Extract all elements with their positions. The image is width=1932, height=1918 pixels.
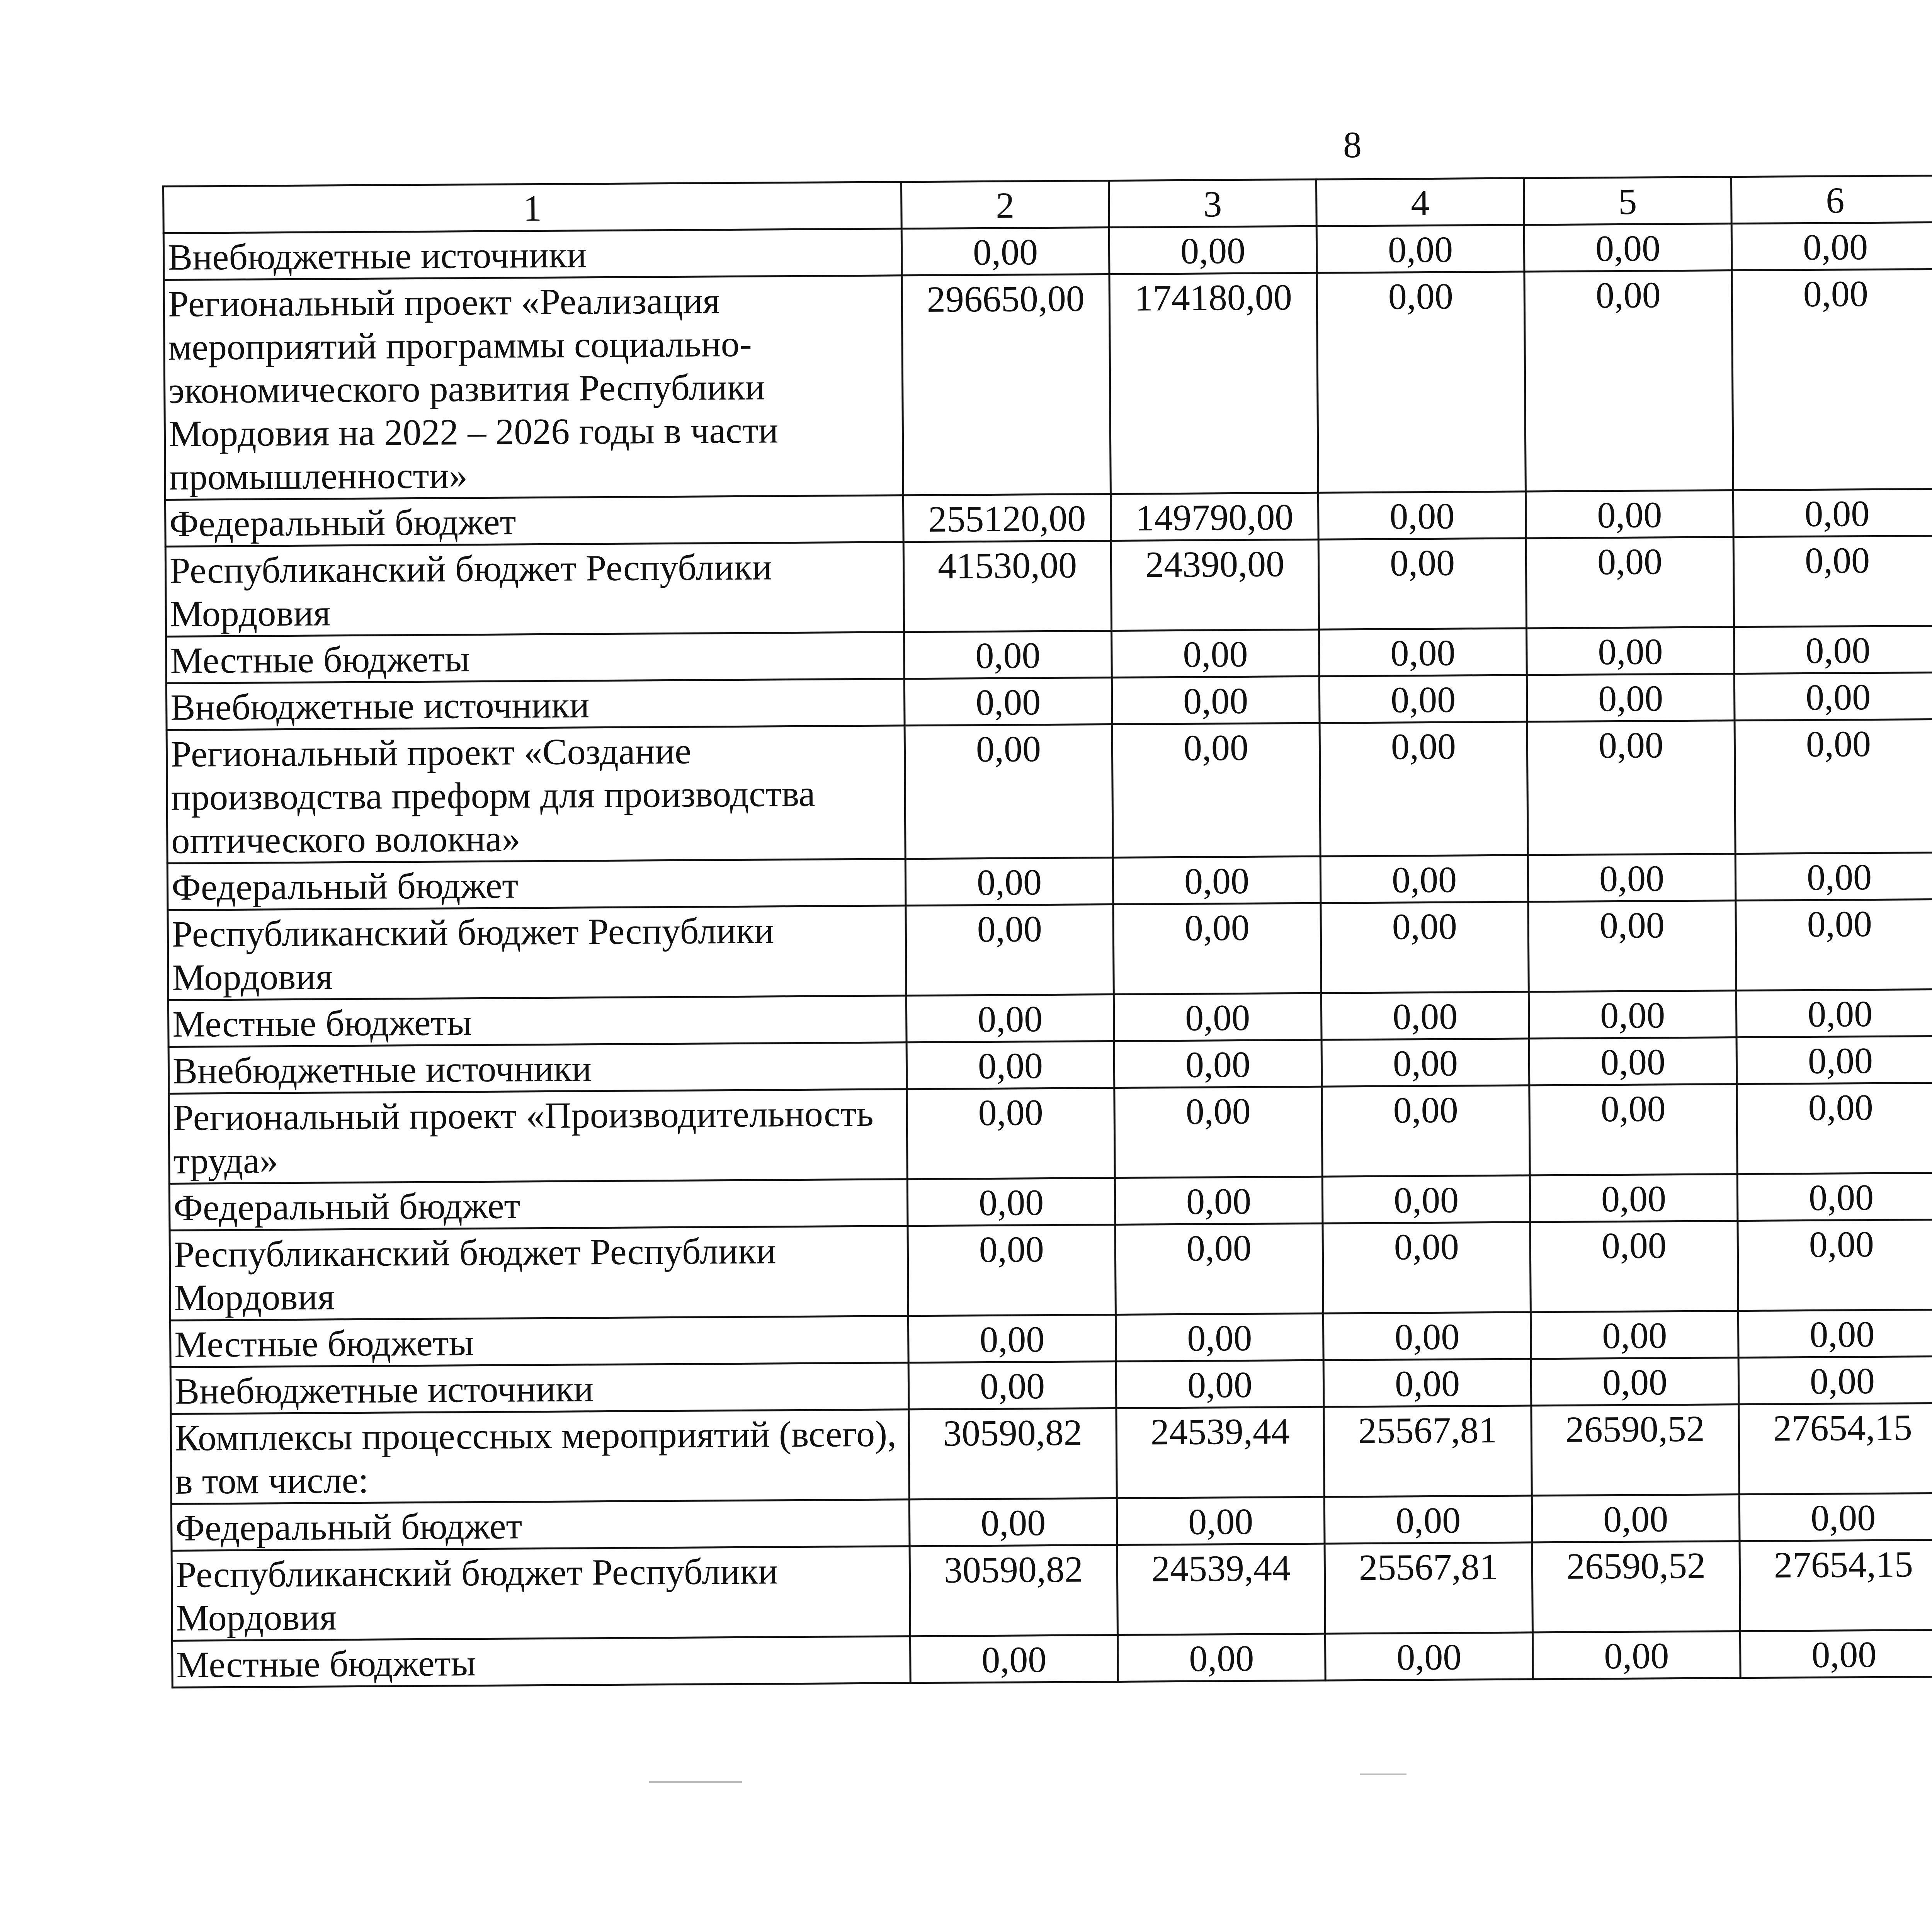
- value-cell: 0,00: [1736, 1036, 1932, 1084]
- row-label: Региональный проект «Реализация мероприятий программы социально-экономического развития Республики Мордовия на 2022 – 2026 годы в части промышленности»: [164, 275, 903, 500]
- value-cell: 0,00: [1322, 1175, 1530, 1223]
- value-cell: 0,00: [1737, 1173, 1932, 1221]
- row-label: Федеральный бюджет: [171, 1500, 910, 1551]
- value-cell: 0,00: [1323, 1359, 1531, 1407]
- row-label: Республиканский бюджет Республики Мордовия: [170, 1226, 908, 1321]
- column-header: 1: [163, 182, 902, 233]
- budget-table: [162, 171, 1932, 1688]
- value-cell: 0,00: [1734, 626, 1932, 673]
- value-cell: 0,00: [1528, 854, 1736, 902]
- value-cell: 25567,81: [1325, 1542, 1532, 1634]
- value-cell: 0,00: [1319, 628, 1527, 676]
- value-cell: 0,00: [1739, 1493, 1932, 1541]
- value-cell: 0,00: [1527, 627, 1735, 675]
- row-label: Федеральный бюджет: [167, 859, 906, 910]
- value-cell: 0,00: [907, 1178, 1115, 1226]
- row-label: Региональный проект «Производительность труда»: [169, 1089, 907, 1184]
- value-cell: 0,00: [1325, 1632, 1533, 1680]
- row-label: Местные бюджеты: [166, 632, 905, 684]
- table-row: [164, 265, 1932, 500]
- value-cell: 0,00: [1524, 224, 1732, 272]
- value-cell: 0,00: [1733, 489, 1932, 537]
- value-cell: 0,00: [1531, 1311, 1738, 1359]
- value-cell: 0,00: [1112, 723, 1320, 857]
- value-cell: 0,00: [1530, 1174, 1738, 1222]
- value-cell: 0,00: [1736, 899, 1932, 990]
- value-cell: 0,00: [1320, 855, 1528, 903]
- value-cell: 0,00: [1320, 722, 1528, 856]
- column-header: 4: [1316, 178, 1524, 226]
- table-row: [171, 1399, 1932, 1504]
- value-cell: 0,00: [906, 905, 1114, 996]
- value-cell: 0,00: [1116, 1313, 1323, 1361]
- row-label: Республиканский бюджет Республики Мордовия: [165, 542, 904, 637]
- value-cell: 41530,00: [903, 541, 1111, 632]
- value-cell: 0,00: [1527, 721, 1735, 855]
- value-cell: 0,00: [908, 1361, 1116, 1409]
- value-cell: 296650,00: [902, 274, 1111, 495]
- value-cell: 0,00: [1738, 1219, 1932, 1311]
- value-cell: 24539,44: [1117, 1544, 1325, 1635]
- value-cell: 149790,00: [1111, 493, 1318, 541]
- value-cell: 0,00: [908, 1314, 1116, 1362]
- value-cell: 0,00: [909, 1498, 1117, 1546]
- value-cell: 0,00: [1531, 1358, 1739, 1406]
- row-label: Республиканский бюджет Республики Мордовия: [168, 906, 906, 1000]
- value-cell: 25567,81: [1324, 1406, 1532, 1497]
- value-cell: 0,00: [1115, 1223, 1323, 1314]
- value-cell: 0,00: [1318, 491, 1526, 539]
- value-cell: 174180,00: [1109, 273, 1318, 494]
- value-cell: 0,00: [1322, 1085, 1530, 1177]
- value-cell: 0,00: [1114, 1040, 1322, 1088]
- value-cell: 24539,44: [1116, 1407, 1324, 1498]
- value-cell: 0,00: [1321, 1039, 1529, 1087]
- row-label: Комплексы процессных мероприятий (всего), в том числе:: [171, 1410, 909, 1504]
- value-cell: 27654,15: [1739, 1403, 1932, 1494]
- table-row: [167, 716, 1932, 864]
- value-cell: 0,00: [1323, 1312, 1531, 1360]
- value-cell: 0,00: [1731, 222, 1932, 270]
- value-cell: 0,00: [1736, 989, 1932, 1037]
- row-label: Внебюджетные источники: [170, 1363, 909, 1414]
- row-label: Региональный проект «Создание производства преформ для производства оптического волокна»: [167, 726, 905, 864]
- value-cell: 0,00: [1317, 272, 1526, 493]
- value-cell: 0,00: [1113, 856, 1321, 904]
- value-cell: 0,00: [1524, 270, 1733, 491]
- value-cell: 0,00: [1109, 226, 1317, 274]
- value-cell: 0,00: [906, 1041, 1114, 1089]
- row-label: Федеральный бюджет: [165, 495, 903, 547]
- value-cell: 0,00: [1321, 902, 1529, 993]
- value-cell: 0,00: [906, 994, 1114, 1042]
- value-cell: 0,00: [1112, 629, 1320, 677]
- page-number: 8: [1343, 124, 1362, 165]
- row-label: Внебюджетные источники: [163, 229, 902, 280]
- value-cell: 0,00: [1735, 719, 1932, 854]
- value-cell: 0,00: [1316, 225, 1524, 273]
- value-cell: 0,00: [1528, 901, 1736, 992]
- value-cell: 0,00: [1117, 1634, 1325, 1682]
- value-cell: 0,00: [1117, 1497, 1325, 1545]
- value-cell: 0,00: [907, 1088, 1115, 1179]
- value-cell: 30590,82: [909, 1408, 1117, 1499]
- value-cell: 0,00: [1738, 1356, 1932, 1404]
- row-label: Внебюджетные источники: [166, 679, 905, 730]
- scan-artifact: [649, 1781, 742, 1783]
- value-cell: 0,00: [1738, 1309, 1932, 1357]
- value-cell: 0,00: [1733, 536, 1932, 627]
- value-cell: 255120,00: [903, 494, 1111, 542]
- value-cell: 0,00: [1740, 1630, 1932, 1678]
- value-cell: 26590,52: [1532, 1541, 1740, 1632]
- value-cell: 0,00: [905, 858, 1113, 906]
- value-cell: 0,00: [1527, 674, 1735, 722]
- value-cell: 0,00: [1112, 676, 1320, 724]
- column-header: 6: [1731, 175, 1932, 223]
- value-cell: 30590,82: [910, 1545, 1117, 1636]
- value-cell: 0,00: [1737, 1083, 1932, 1174]
- table-row: [165, 532, 1932, 637]
- value-cell: 0,00: [1529, 1037, 1737, 1085]
- value-cell: 0,00: [904, 678, 1112, 726]
- value-cell: 0,00: [1526, 490, 1733, 538]
- value-cell: 27654,15: [1740, 1540, 1932, 1631]
- value-cell: 0,00: [1532, 1495, 1740, 1542]
- value-cell: 0,00: [1114, 993, 1321, 1041]
- value-cell: 0,00: [1115, 1177, 1323, 1224]
- column-header: 2: [901, 181, 1109, 229]
- row-label: Местные бюджеты: [172, 1636, 911, 1688]
- value-cell: 0,00: [1321, 992, 1529, 1040]
- row-label: Местные бюджеты: [170, 1316, 908, 1367]
- value-cell: 0,00: [901, 228, 1109, 275]
- value-cell: 0,00: [1113, 903, 1321, 994]
- value-cell: 0,00: [1114, 1087, 1322, 1178]
- value-cell: 0,00: [1324, 1496, 1532, 1544]
- row-label: Внебюджетные источники: [168, 1042, 907, 1094]
- table-row: [169, 1079, 1932, 1184]
- row-label: Местные бюджеты: [168, 996, 906, 1047]
- value-cell: 0,00: [908, 1224, 1116, 1316]
- value-cell: 0,00: [1734, 672, 1932, 720]
- row-label: Республиканский бюджет Республики Мордовия: [172, 1546, 910, 1641]
- value-cell: 24390,00: [1111, 539, 1319, 631]
- table-row: [172, 1536, 1932, 1641]
- table-body: [163, 219, 1932, 1688]
- value-cell: 0,00: [1116, 1360, 1324, 1408]
- value-cell: 0,00: [1735, 852, 1932, 900]
- value-cell: 0,00: [1529, 991, 1736, 1039]
- value-cell: 0,00: [1526, 537, 1734, 628]
- value-cell: 0,00: [1323, 1222, 1531, 1313]
- table-row: [170, 1216, 1932, 1321]
- value-cell: 0,00: [1532, 1631, 1740, 1679]
- value-cell: 0,00: [905, 724, 1113, 859]
- value-cell: 0,00: [1319, 675, 1527, 723]
- value-cell: 0,00: [904, 631, 1112, 679]
- row-label: Федеральный бюджет: [169, 1179, 908, 1231]
- value-cell: 0,00: [910, 1635, 1118, 1683]
- table-row: [168, 896, 1932, 1000]
- scan-artifact: [1360, 1773, 1406, 1775]
- value-cell: 0,00: [1318, 538, 1526, 629]
- value-cell: 0,00: [1530, 1221, 1738, 1312]
- column-header: 5: [1524, 177, 1731, 225]
- budget-table-container: [162, 171, 1932, 1688]
- value-cell: 0,00: [1732, 269, 1932, 490]
- column-header: 3: [1109, 179, 1316, 227]
- value-cell: 0,00: [1529, 1084, 1737, 1175]
- value-cell: 26590,52: [1531, 1404, 1739, 1496]
